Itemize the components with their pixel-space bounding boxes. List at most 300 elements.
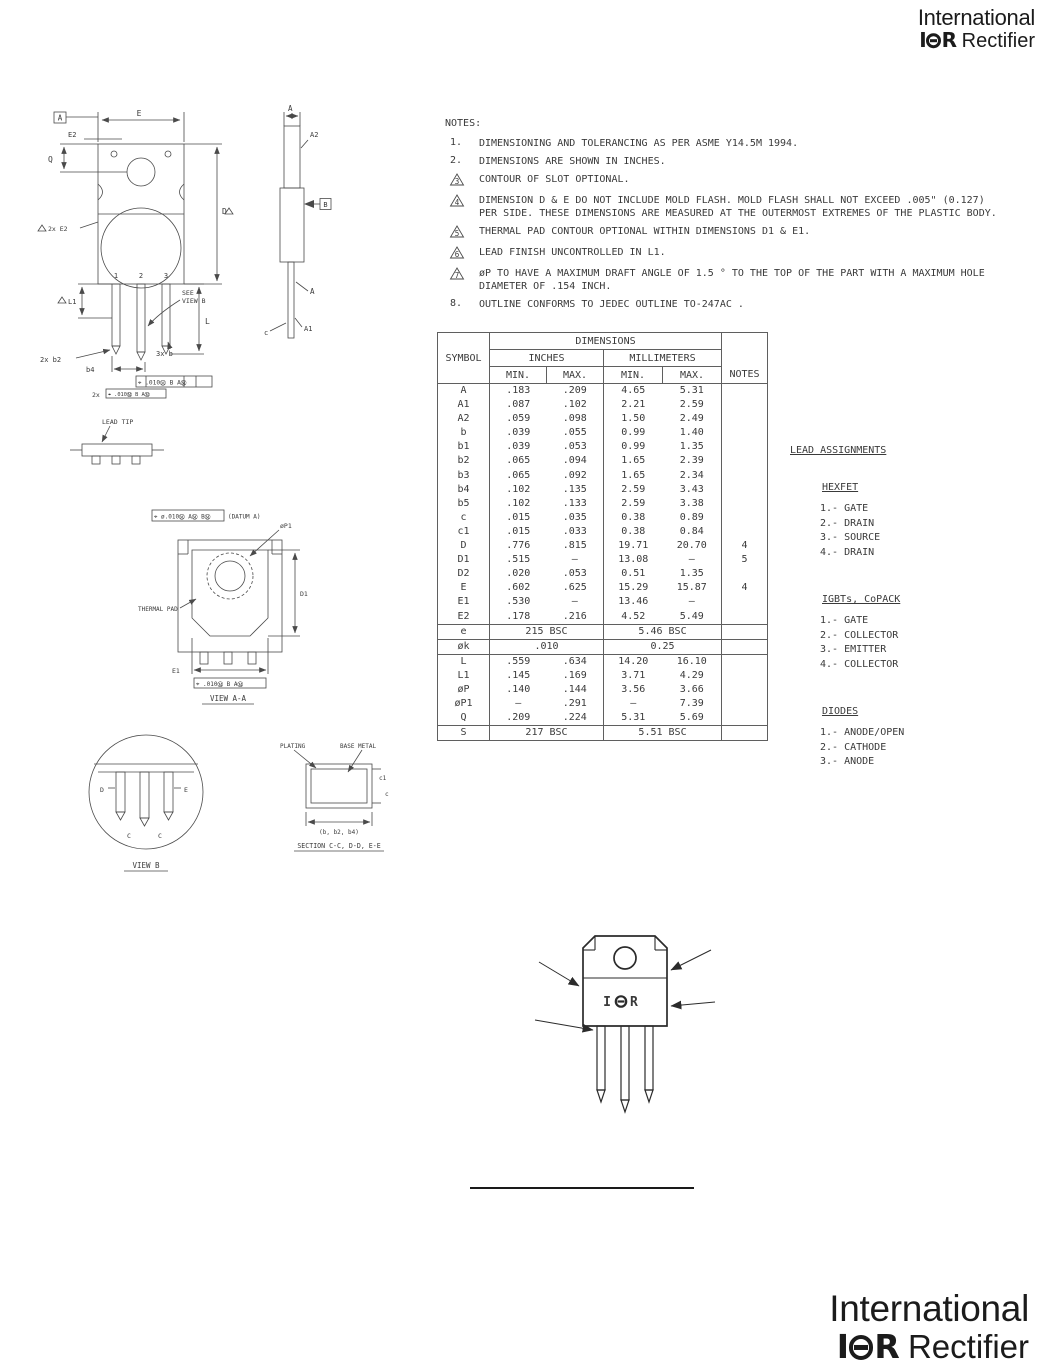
note-flag-triangle-icon	[450, 225, 464, 238]
lead-item: 2.- COLLECTOR	[820, 629, 899, 641]
table-cell: 4.65	[604, 384, 663, 399]
table-cell: b2	[438, 454, 490, 468]
dim-label-p1: øP1	[280, 522, 292, 530]
table-cell: .634	[562, 655, 587, 667]
table-row	[438, 726, 768, 741]
table-cell: –	[515, 698, 522, 710]
view-aa-drawing	[138, 498, 318, 708]
dimensions-table	[437, 332, 768, 741]
table-cell: .815	[562, 540, 587, 552]
table-cell: .098	[562, 413, 587, 425]
view-aa-caption-label: VIEW A-A	[209, 694, 247, 703]
table-row	[438, 553, 768, 567]
table-cell: 13.08	[604, 553, 663, 567]
section-caption-label: SECTION C-C, D-D, E-E	[297, 842, 381, 850]
table-cell: b3	[438, 469, 490, 483]
table-cell: D2	[438, 567, 490, 581]
table-cell: 2.49	[679, 413, 704, 425]
table-row	[438, 412, 768, 426]
table-cell	[722, 639, 768, 654]
table-cell	[722, 454, 768, 468]
cut-c-label: C	[127, 832, 131, 840]
table-cell: b	[438, 426, 490, 440]
table-cell: 16.10	[676, 655, 707, 667]
table-row	[438, 697, 768, 711]
lead-tip-label: LEAD TIP	[102, 418, 134, 426]
table-cell: 0.99	[604, 440, 663, 454]
table-row	[438, 483, 768, 497]
table-cell	[722, 726, 768, 741]
blank-line	[470, 1187, 694, 1189]
col-header-notes: NOTES	[722, 333, 768, 384]
table-row	[438, 639, 768, 654]
table-cell: 5.31	[679, 385, 704, 396]
table-cell: 2.59	[604, 483, 663, 497]
table-cell: .033	[562, 525, 587, 537]
note-item	[445, 267, 1020, 293]
cut-d-label: D	[100, 786, 104, 794]
note-number	[445, 173, 479, 189]
table-row	[438, 711, 768, 726]
table-cell: S	[438, 726, 490, 741]
lead-item: 3.- ANODE	[820, 756, 875, 767]
footer-ior-o-icon	[849, 1335, 873, 1359]
dim-label-d1: D1	[300, 590, 308, 598]
2x-e2-flag	[38, 222, 98, 233]
note-text: DIMENSIONING AND TOLERANCING AS PER ASME Y14.5M 1994.	[479, 138, 799, 149]
col-header-inches: INCHES	[490, 350, 604, 367]
note-text: OUTLINE CONFORMS TO JEDEC OUTLINE TO-247AC .	[479, 299, 744, 310]
package-front-outline	[98, 144, 184, 360]
footer-ior-i: I	[836, 1326, 848, 1366]
table-cell: .055	[562, 427, 587, 439]
table-cell	[722, 610, 768, 625]
table-cell: D1	[438, 553, 490, 567]
table-cell: 1.65	[604, 469, 663, 483]
lead-item: 3.- SOURCE	[820, 532, 881, 543]
table-cell: .102	[562, 399, 587, 411]
lead-tip-detail	[64, 412, 174, 472]
table-cell: .216	[562, 610, 587, 622]
cut-e-label: E	[184, 786, 188, 794]
dim-label-c: c	[264, 329, 269, 337]
table-cell	[722, 440, 768, 454]
note-flag-triangle-icon	[450, 267, 464, 280]
table-cell: 7.39	[679, 698, 704, 710]
note-number	[445, 194, 479, 220]
note-text: DIMENSIONS ARE SHOWN IN INCHES.	[479, 156, 666, 167]
dim-label-l1: L1	[68, 298, 77, 306]
table-cell: .015	[506, 525, 531, 537]
table-cell	[722, 567, 768, 581]
pin2-label: 2	[138, 272, 144, 280]
dim-label-q: Q	[48, 155, 53, 164]
table-cell: .291	[562, 698, 587, 710]
table-cell: .224	[562, 712, 587, 724]
ior-wordmark	[919, 28, 956, 52]
table-cell: .020	[506, 568, 531, 580]
c-dimension	[264, 323, 286, 337]
package-back-outline	[178, 540, 282, 664]
table-cell: 14.20	[604, 654, 663, 669]
notes-section	[445, 118, 1020, 316]
logo-international: International	[917, 5, 1035, 30]
lead-item: 4.- COLLECTOR	[820, 658, 899, 670]
note-number: 2.	[450, 155, 463, 166]
dim-label-a-body: A	[310, 287, 315, 296]
note-flag-triangle-icon	[450, 194, 464, 207]
table-cell: 4	[722, 539, 768, 553]
table-row	[438, 654, 768, 669]
lead-item: 1.- GATE	[820, 503, 869, 514]
table-cell: .010	[490, 639, 604, 654]
fcf-bottom	[194, 678, 266, 688]
front-view-drawing	[36, 104, 236, 404]
table-cell: .102	[506, 497, 531, 509]
dim-label-d: D	[222, 207, 227, 216]
table-cell: 13.46	[604, 595, 663, 609]
table-row	[438, 610, 768, 625]
q-dimension	[48, 144, 127, 172]
table-cell: D	[438, 539, 490, 553]
notes-heading: NOTES:	[445, 118, 482, 129]
dimensions-table-wrap	[437, 332, 768, 741]
table-cell: b1	[438, 440, 490, 454]
dim-label-a1: A1	[304, 325, 313, 333]
table-cell: .094	[562, 455, 587, 467]
lead-item: 3.- EMITTER	[820, 644, 887, 655]
dim-label-2x-e2: 2x E2	[48, 225, 68, 233]
lead-group-title: DIODES	[822, 706, 859, 717]
d-dimension	[184, 144, 233, 284]
table-cell: øP1	[438, 697, 490, 711]
table-cell	[722, 398, 768, 412]
lead-group-title: IGBTs, CoPACK	[822, 594, 901, 605]
dim-label-2x: 2x	[92, 391, 100, 399]
table-cell: 2.21	[604, 398, 663, 412]
table-cell: .169	[562, 669, 587, 681]
table-cell: 2.59	[679, 399, 704, 411]
fcf-label-small: ⌖ .010Ⓜ B AⓂ	[108, 392, 150, 398]
table-cell: .035	[562, 511, 587, 523]
datum-b	[304, 199, 331, 210]
table-cell: .183	[506, 385, 531, 396]
p1-callout	[250, 522, 292, 556]
ior-o-icon	[926, 33, 941, 48]
note-item	[445, 155, 1020, 168]
table-cell: .602	[506, 582, 531, 594]
table-cell	[722, 497, 768, 511]
table-row	[438, 440, 768, 454]
table-cell	[722, 412, 768, 426]
table-cell: .133	[562, 497, 587, 509]
table-cell	[722, 469, 768, 483]
table-cell: .102	[506, 483, 531, 495]
dim-label-a2: A2	[310, 131, 319, 139]
dim-label-a: A	[288, 104, 293, 113]
view-aa-caption	[202, 694, 254, 704]
table-cell: b5	[438, 497, 490, 511]
table-cell: –	[688, 596, 695, 608]
table-cell: .625	[562, 582, 587, 594]
table-row	[438, 567, 768, 581]
note-flag-triangle-icon	[450, 246, 464, 259]
note-text: LEAD FINISH UNCONTROLLED IN L1.	[479, 247, 666, 258]
table-cell: 4.29	[679, 669, 704, 681]
footer-logo-rectifier: Rectifier	[907, 1327, 1029, 1365]
package-illustration	[535, 916, 715, 1131]
note-number: 1.	[450, 137, 463, 148]
bottom-callouts	[40, 342, 212, 399]
table-row	[438, 595, 768, 609]
table-cell: 217 BSC	[490, 726, 604, 741]
note-number: 8.	[450, 298, 463, 309]
table-cell	[722, 384, 768, 399]
table-cell	[722, 669, 768, 683]
table-cell: øP	[438, 683, 490, 697]
svg-text:4: 4	[454, 197, 460, 207]
col-header-mm-max: MAX.	[663, 367, 722, 384]
table-cell: 1.35	[679, 441, 704, 453]
table-cell: .135	[562, 483, 587, 495]
table-cell	[722, 595, 768, 609]
table-row	[438, 581, 768, 595]
fcf-label: ⌖ .010Ⓜ B AⓂ	[138, 379, 187, 387]
side-outline	[280, 126, 304, 338]
table-cell: 0.38	[604, 511, 663, 525]
fcf-top-label: ⌖ ø.010Ⓜ AⓂ BⓂ	[154, 513, 211, 521]
table-cell	[722, 697, 768, 711]
table-cell: .209	[506, 712, 531, 724]
dim-label-b-group: (b, b2, b4)	[319, 829, 359, 836]
logo-rectifier: Rectifier	[961, 30, 1035, 53]
view-b-caption-label: VIEW B	[132, 861, 160, 870]
dim-label-3x-b: 3x b	[156, 350, 173, 358]
note-item	[445, 225, 1020, 241]
see-view-b-note	[148, 289, 206, 326]
table-row	[438, 525, 768, 539]
table-cell: b4	[438, 483, 490, 497]
table-cell: 0.84	[679, 525, 704, 537]
lead-item: 4.- DRAIN	[820, 546, 875, 558]
table-cell: 1.65	[604, 454, 663, 468]
footer-logo-brand-line	[829, 1326, 1029, 1366]
table-title: DIMENSIONS	[490, 333, 722, 350]
table-cell: 0.99	[604, 426, 663, 440]
table-cell: 15.29	[604, 581, 663, 595]
table-cell: .145	[506, 669, 531, 681]
d1-dimension	[268, 550, 308, 636]
table-cell: .140	[506, 683, 531, 695]
lead-groups	[790, 482, 970, 770]
a-dimension	[284, 104, 300, 126]
lead-group	[790, 706, 970, 770]
side-view-drawing	[252, 104, 342, 354]
table-cell: A2	[438, 412, 490, 426]
table-cell: A	[438, 384, 490, 399]
col-header-mm-min: MIN.	[604, 367, 663, 384]
table-cell	[722, 654, 768, 669]
table-row	[438, 454, 768, 468]
ior-r: R	[941, 28, 957, 53]
table-cell: .059	[506, 413, 531, 425]
table-cell: .209	[562, 385, 587, 396]
table-cell: 3.56	[604, 683, 663, 697]
table-cell: 5	[722, 553, 768, 567]
table-cell: .065	[506, 455, 531, 467]
table-cell: E2	[438, 610, 490, 625]
col-header-mm: MILLIMETERS	[604, 350, 722, 367]
table-cell: 4.52	[604, 610, 663, 625]
table-cell: 2.39	[679, 455, 704, 467]
table-cell	[722, 624, 768, 639]
table-cell: .559	[506, 655, 531, 667]
footer-ior-r: R	[874, 1326, 899, 1366]
ior-i: I	[919, 28, 926, 53]
table-row	[438, 497, 768, 511]
base-metal-label: BASE METAL	[340, 743, 377, 750]
table-cell: 5.46 BSC	[604, 624, 722, 639]
note-flag-triangle-icon	[450, 173, 464, 186]
table-cell: øk	[438, 639, 490, 654]
note-text: THERMAL PAD CONTOUR OPTIONAL WITHIN DIMENSIONS D1 & E1.	[479, 226, 811, 237]
a-body-label	[296, 282, 315, 296]
table-row	[438, 469, 768, 483]
table-cell: 215 BSC	[490, 624, 604, 639]
e1-dimension	[172, 638, 268, 675]
table-cell: e	[438, 624, 490, 639]
fcf-bottom-label: ⌖ .010Ⓜ B AⓂ	[196, 681, 244, 688]
plating-label: PLATING	[280, 743, 306, 750]
table-cell: L	[438, 654, 490, 669]
notes-list	[445, 137, 1020, 311]
pkg-logo-i: I	[603, 995, 611, 1010]
pin1-label: 1	[113, 272, 119, 280]
dim-label-c-sec: c	[385, 791, 389, 798]
table-cell: .144	[562, 683, 587, 695]
fcf-top	[152, 510, 261, 521]
lead-item: 2.- DRAIN	[820, 517, 875, 529]
col-header-in-max: MAX.	[547, 367, 604, 384]
datum-a-label: A	[57, 113, 63, 123]
table-cell: –	[571, 596, 578, 608]
note-text: DIMENSION D & E DO NOT INCLUDE MOLD FLASH. MOLD FLASH SHALL NOT EXCEED .005" (0.127) PER SIDE. THESE DIMENSIONS ARE MEASURED AT THE OUTERMOST EXTREMES OF THE PLASTIC BODY.	[479, 195, 997, 219]
table-cell: –	[571, 554, 578, 566]
table-cell: Q	[438, 711, 490, 726]
table-cell: .065	[506, 469, 531, 481]
col-header-symbol: SYMBOL	[438, 333, 490, 384]
table-cell: .178	[506, 610, 531, 622]
table-cell: 0.51	[604, 567, 663, 581]
dim-label-l: L	[205, 317, 210, 326]
dim-label-b4: b4	[86, 366, 95, 374]
table-row	[438, 384, 768, 399]
lead-group	[790, 482, 970, 560]
footer-ior-wordmark	[837, 1327, 899, 1366]
table-cell: c	[438, 511, 490, 525]
table-cell: .039	[506, 427, 531, 439]
table-row	[438, 511, 768, 525]
table-cell: .053	[562, 568, 587, 580]
table-cell: 5.69	[679, 712, 704, 724]
pkg-logo-r: R	[630, 995, 638, 1010]
lead-assignments-heading: LEAD ASSIGNMENTS	[790, 445, 887, 456]
table-cell: 3.38	[679, 497, 704, 509]
a2-dimension	[301, 131, 318, 148]
table-cell	[722, 483, 768, 497]
table-cell: E	[438, 581, 490, 595]
dim-label-2x-b2: 2x b2	[40, 356, 62, 364]
logo-brand-line	[918, 29, 1035, 52]
datum-a-note-label: (DATUM A)	[228, 513, 261, 521]
section-drawing	[280, 738, 400, 856]
table-cell: 20.70	[676, 540, 707, 552]
l1-dimension	[58, 284, 112, 318]
lead-item: 1.- GATE	[820, 615, 869, 626]
table-cell: 1.35	[679, 568, 704, 580]
svg-text:3: 3	[454, 176, 460, 186]
table-row	[438, 539, 768, 553]
see-view-b-label: SEE	[182, 289, 194, 297]
header-logo	[918, 6, 1035, 52]
table-row	[438, 624, 768, 639]
lead-assignments-section	[790, 445, 970, 770]
table-cell: .776	[506, 540, 531, 552]
table-cell: .039	[506, 441, 531, 453]
table-row	[438, 426, 768, 440]
table-cell: 2.59	[604, 497, 663, 511]
table-cell: L1	[438, 669, 490, 683]
pin3-label: 3	[163, 272, 169, 280]
table-cell: –	[688, 554, 695, 566]
note-item	[445, 194, 1020, 220]
note-item	[445, 173, 1020, 189]
note-item	[445, 137, 1020, 150]
svg-text:6: 6	[454, 249, 460, 259]
footer-logo	[829, 1290, 1029, 1365]
table-row	[438, 669, 768, 683]
table-cell: .092	[562, 469, 587, 481]
table-cell: 0.38	[604, 525, 663, 539]
table-cell: .053	[562, 441, 587, 453]
table-cell: 0.89	[679, 511, 704, 523]
dim-label-e2: E2	[68, 131, 77, 139]
note-item	[445, 246, 1020, 262]
table-cell: .087	[506, 399, 531, 411]
table-cell: 5.49	[679, 610, 704, 622]
table-cell: c1	[438, 525, 490, 539]
note-number	[445, 225, 479, 241]
table-cell	[722, 525, 768, 539]
note-number	[445, 267, 479, 293]
col-header-in-min: MIN.	[490, 367, 547, 384]
callout-arrows	[535, 950, 715, 1030]
table-cell: 1.40	[679, 427, 704, 439]
thermal-pad-label: THERMAL PAD	[138, 606, 178, 613]
thermal-pad-callout	[138, 599, 196, 613]
table-cell: –	[604, 697, 663, 711]
see-view-b-label2: VIEW B	[182, 297, 206, 305]
table-cell: .015	[506, 511, 531, 523]
table-cell: 19.71	[604, 539, 663, 553]
table-cell: .515	[506, 554, 531, 566]
table-cell: 3.71	[604, 669, 663, 683]
svg-text:7: 7	[454, 270, 460, 280]
table-cell: 5.31	[604, 711, 663, 726]
table-row	[438, 398, 768, 412]
table-cell: 0.25	[604, 639, 722, 654]
view-b-drawing	[72, 726, 232, 878]
